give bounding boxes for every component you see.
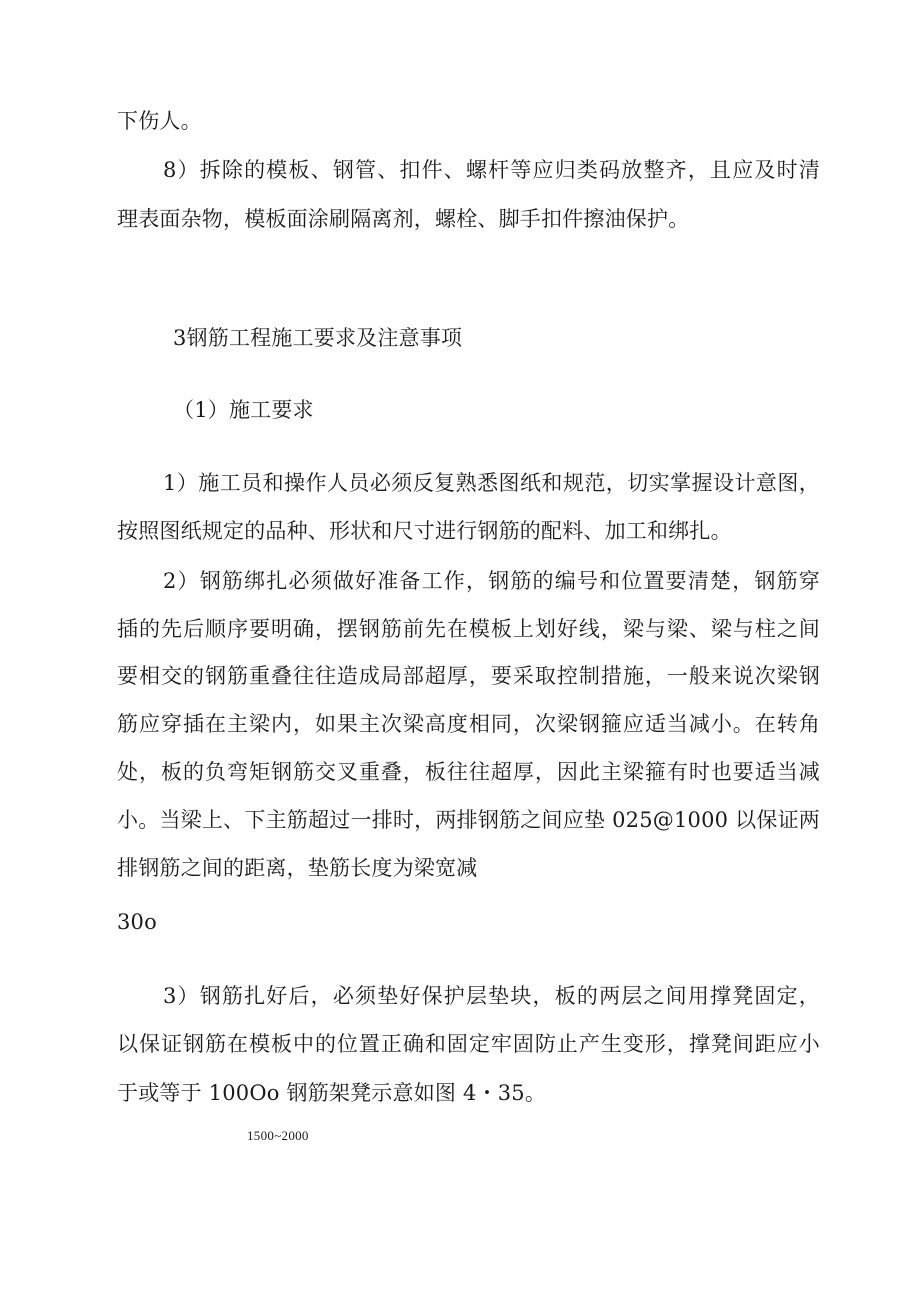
paragraph-line: 以保证钢筋在模板中的位置正确和固定牢固防止产生变形，撑凳间距应小 <box>117 1032 820 1056</box>
paragraph-line: 3）钢筋扎好后，必须垫好保护层垫块，板的两层之间用撑凳固定， <box>163 984 820 1008</box>
section-heading: 3钢筋工程施工要求及注意事项 <box>173 326 463 350</box>
paragraph-line: 8）拆除的模板、钢管、扣件、螺杆等应归类码放整齐，且应及时清 <box>163 158 820 182</box>
paragraph-line: 按照图纸规定的品种、形状和尺寸进行钢筋的配料、加工和绑扎。 <box>117 519 732 543</box>
paragraph-line: 要相交的钢筋重叠往往造成局部超厚，要采取控制措施，一般来说次梁钢 <box>117 664 820 688</box>
paragraph-line: 于或等于 100Oo 钢筋架凳示意如图 4・35。 <box>117 1081 547 1105</box>
paragraph-line: 1）施工员和操作人员必须反复熟悉图纸和规范，切实掌握设计意图， <box>163 471 820 495</box>
subsection-heading: （1）施工要求 <box>173 398 314 422</box>
paragraph-line: 插的先后顺序要明确，摆钢筋前先在模板上划好线，梁与梁、梁与柱之间 <box>117 617 820 641</box>
paragraph-line: 30o <box>117 910 157 934</box>
paragraph-line: 下伤人。 <box>117 109 202 133</box>
paragraph-line: 排钢筋之间的距离，垫筋长度为梁宽减 <box>117 856 478 880</box>
paragraph-line: 理表面杂物，模板面涂刷隔离剂，螺栓、脚手扣件擦油保护。 <box>117 207 690 231</box>
paragraph-line: 筋应穿插在主梁内，如果主次梁高度相同，次梁钢箍应适当减小。在转角 <box>117 712 820 736</box>
paragraph-line: 小。当梁上、下主筋超过一排时，两排钢筋之间应垫 025@1000 以保证两 <box>117 808 820 832</box>
figure-dimension-label: 1500~2000 <box>247 1128 309 1143</box>
paragraph-line: 处，板的负弯矩钢筋交叉重叠，板往往超厚，因此主梁箍有时也要适当减 <box>117 760 820 784</box>
paragraph-line: 2）钢筋绑扎必须做好准备工作，钢筋的编号和位置要清楚，钢筋穿 <box>163 569 820 593</box>
